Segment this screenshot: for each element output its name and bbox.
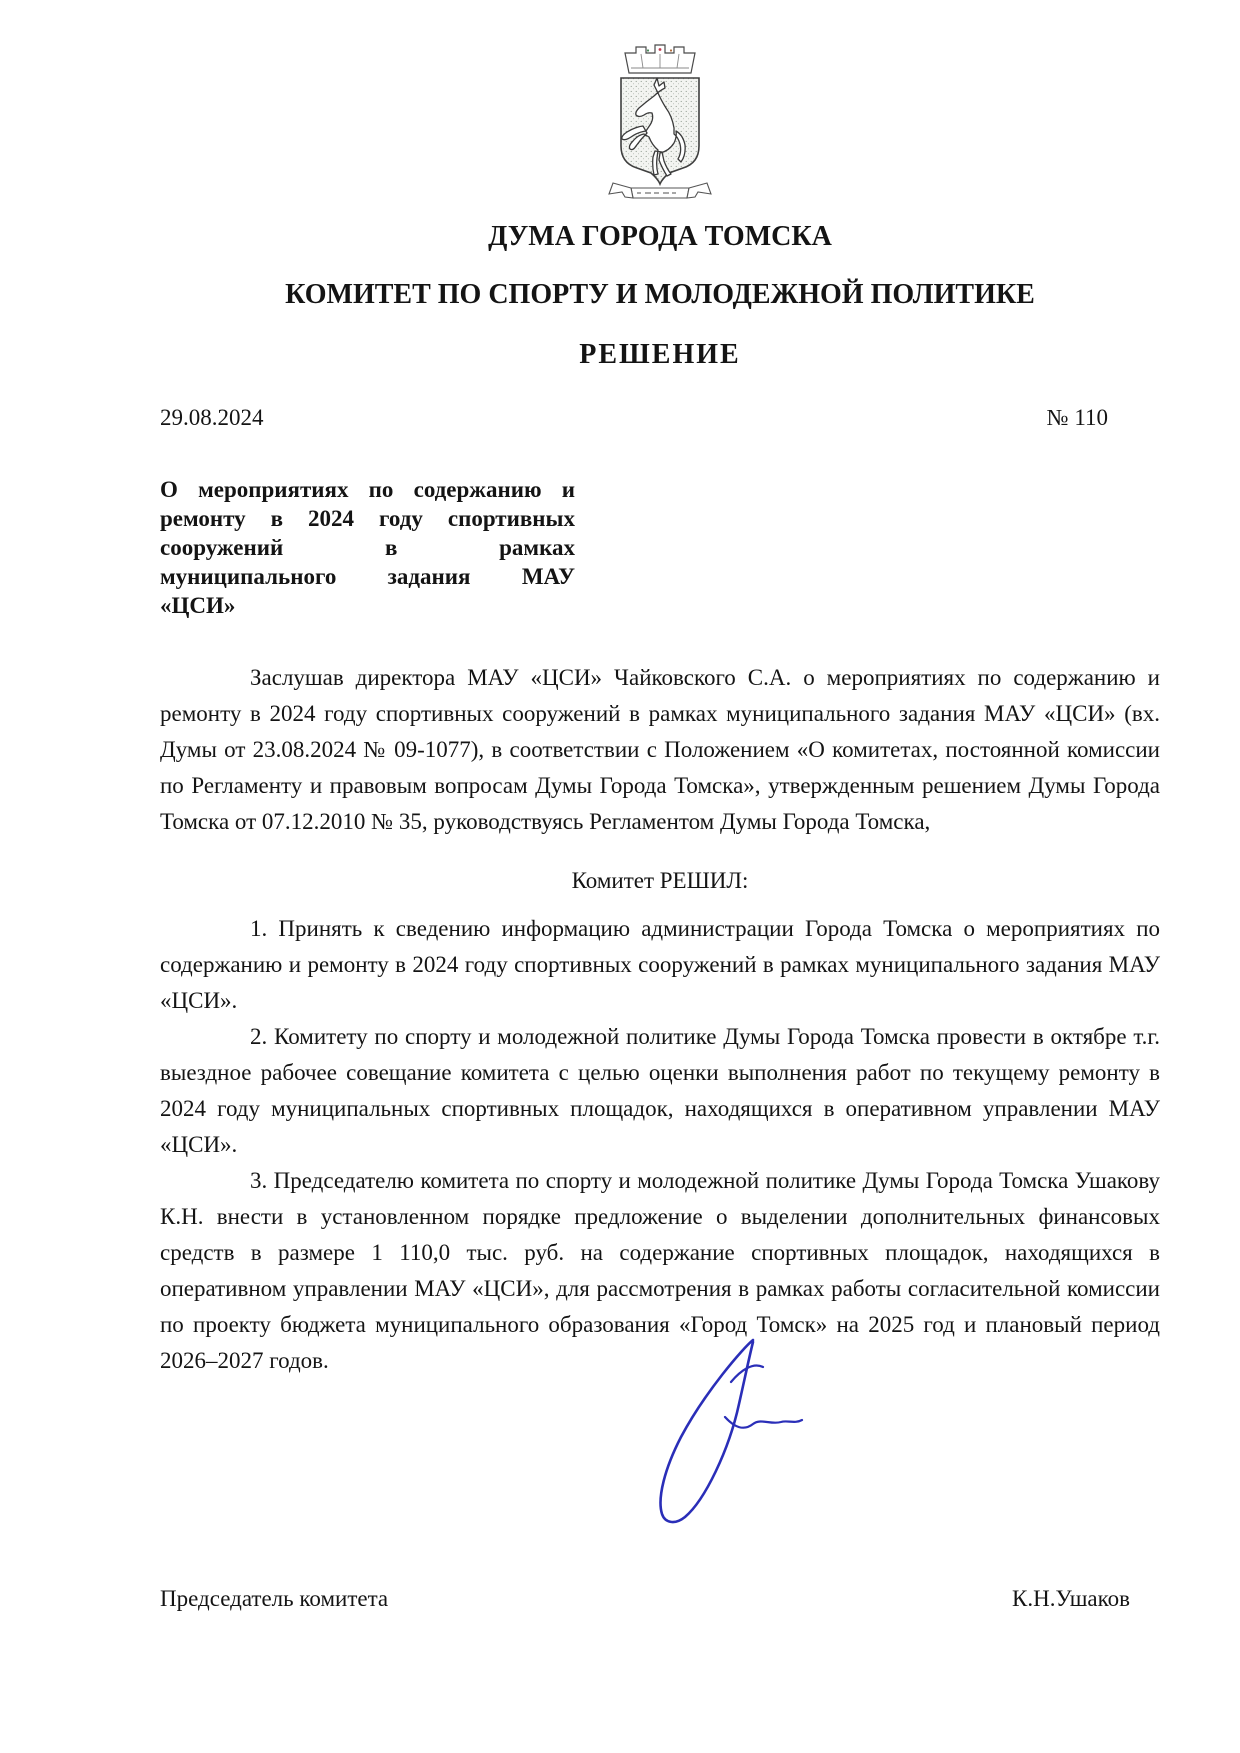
signer-name: К.Н.Ушаков [1012,1586,1130,1611]
committee-name: КОМИТЕТ ПО СПОРТУ И МОЛОДЕЖНОЙ ПОЛИТИКЕ [285,279,1035,310]
signer-position: Председатель комитета [160,1586,389,1611]
organization-name: ДУМА ГОРОДА ТОМСКА [488,221,832,252]
preamble-paragraph: Заслушав директора МАУ «ЦСИ» Чайковского С.А. о мероприятиях по содержанию и ремонту в 2024 году спортивных сооружений в рамках муниципального задания МАУ «ЦСИ» (вх. Думы от 23.08.2024 № 09-1077), в соответствии с Положением «О комитетах, постоянной комиссии по Регламенту и правовым вопросам Думы Города Томска», утвержденным решением Думы Города Томска от 07.12.2010 № 35, руководствуясь Регламентом Думы Города Томска, [160,665,1160,834]
document-number: № 110 [1046,405,1108,430]
subject-line: муниципального задания МАУ [160,564,575,589]
tomsk-coat-of-arms-icon [605,40,715,202]
resolution-heading: Комитет РЕШИЛ: [571,868,749,893]
date-number-row [160,403,1160,433]
document-date: 29.08.2024 [160,405,264,430]
resolution-items [160,911,1160,1379]
crown-icon [625,45,695,73]
resolution-item-1: 1. Принять к сведению информацию администрации Города Томска о мероприятиях по содержанию и ремонту в 2024 году спортивных сооружений в рамках муниципального задания МАУ «ЦСИ». [160,916,1160,1013]
subject-line: «ЦСИ» [160,593,236,618]
subject-line: О мероприятиях по содержанию и [160,477,575,502]
resolution-item-3: 3. Председателю комитета по спорту и молодежной политике Думы Города Томска Ушакову К.Н. внести в установленном порядке предложение о выделении дополнительных финансовых средств в размере 1 110,0 тыс. руб. на содержание спортивных площадок, находящихся в оперативном управлении МАУ «ЦСИ», для рассмотрения в рамках работы согласительной комиссии по проекту бюджета муниципального образования «Город Томск» на 2025 год и плановый период 2026–2027 годов. [160,1168,1160,1373]
subject-line: ремонту в 2024 году спортивных [160,506,575,531]
signature-row [160,1584,1160,1614]
document-content [160,0,1160,1614]
coat-of-arms-icon [604,40,716,207]
subject-line: сооружений в рамках [160,535,575,560]
document-subject [160,475,575,620]
document-type-title: РЕШЕНИЕ [579,339,741,370]
resolution-item-2: 2. Комитету по спорту и молодежной политике Думы Города Томска провести в октябре т.г. выездное рабочее совещание комитета с целью оценки выполнения работ по текущему ремонту в 2024 году муниципальных спортивных площадок, находящихся в оперативном управлении МАУ «ЦСИ». [160,1024,1160,1157]
